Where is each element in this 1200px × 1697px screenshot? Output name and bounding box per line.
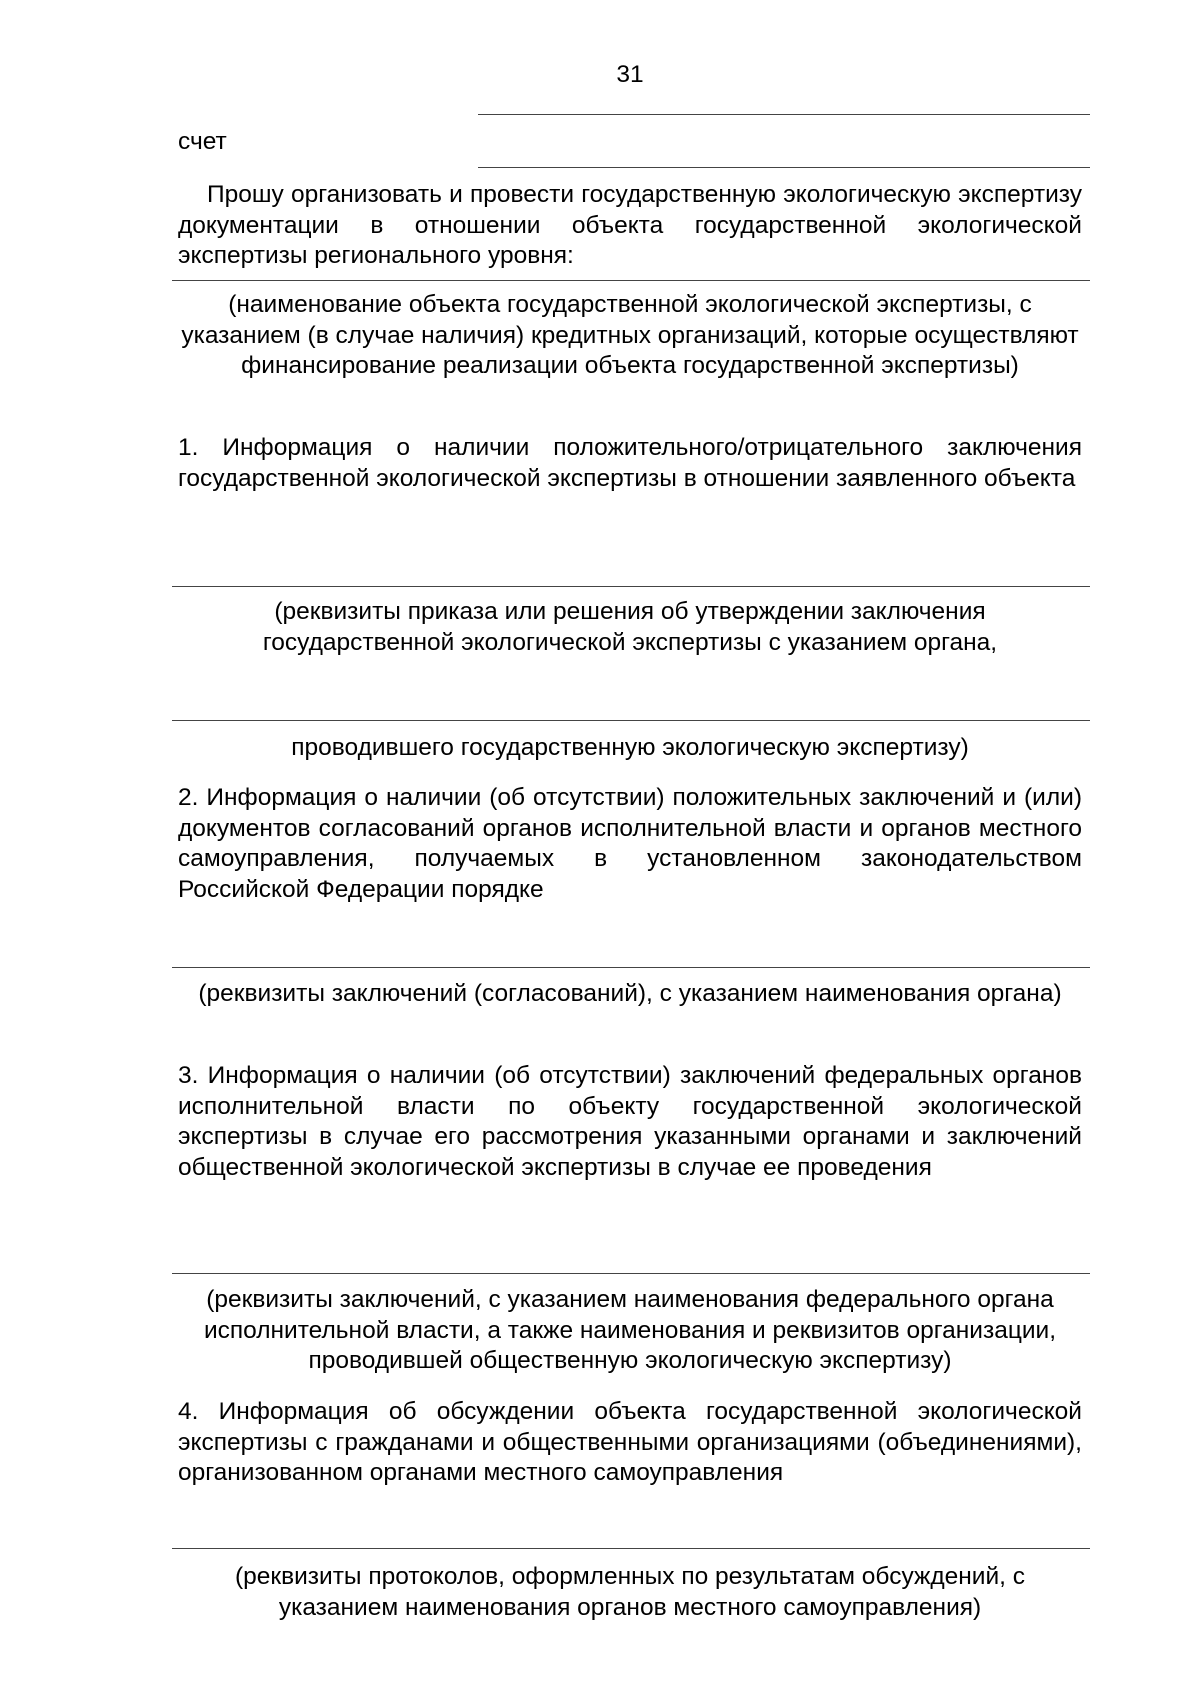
object-name-field-line[interactable] — [172, 280, 1090, 281]
item-2-field-line[interactable] — [172, 967, 1090, 968]
item-3-caption: (реквизиты заключений, с указанием наименования федерального органа исполнительной власти, а также наименования и реквизитов организации, проводившей общественную экологическую экспертизу) — [203, 1286, 1057, 1374]
item-1-field-line-2[interactable] — [172, 720, 1090, 721]
item-3-text: 3. Информация о наличии (об отсутствии) заключений федеральных органов исполнительной власти по объекту государственной экологической экспертизы в случае его рассмотрения указанными органами и заключений общественной экологической экспертизы в случае ее проведения — [178, 1062, 1082, 1181]
schet-field-line[interactable] — [478, 167, 1090, 168]
object-name-caption: (наименование объекта государственной экологической экспертизы, с указанием (в случае наличия) кредитных организаций, которые осуществляют финансирование реализации объекта государственной экспертизы) — [181, 291, 1079, 379]
item-3-field-line[interactable] — [172, 1273, 1090, 1274]
item-1-field-line[interactable] — [172, 586, 1090, 587]
field-line-top — [478, 114, 1090, 115]
item-4-field-line[interactable] — [172, 1548, 1090, 1549]
schet-label: счет — [178, 128, 227, 155]
item-4-caption: (реквизиты протоколов, оформленных по результатам обсуждений, с указанием наименования органов местного самоуправления) — [234, 1563, 1026, 1621]
item-1-caption-part2: проводившего государственную экологическую экспертизу) — [291, 734, 969, 761]
item-2-text: 2. Информация о наличии (об отсутствии) положительных заключений и (или) документов согласований органов исполнительной власти и органов местного самоуправления, получаемых в установленном законодательством Российской Федерации порядке — [178, 784, 1082, 903]
item-1-caption-part1: (реквизиты приказа или решения об утверждении заключения государственной экологической экспертизы с указанием органа, — [262, 598, 998, 656]
item-2-caption: (реквизиты заключений (согласований), с указанием наименования органа) — [198, 980, 1062, 1007]
page-number: 31 — [616, 61, 644, 88]
item-1-text: 1. Информация о наличии положительного/отрицательного заключения государственной экологической экспертизы в отношении заявленного объекта — [178, 434, 1082, 492]
item-4-text: 4. Информация об обсуждении объекта государственной экологической экспертизы с гражданами и общественными организациями (объединениями), организованном органами местного самоуправления — [178, 1398, 1082, 1486]
request-paragraph: Прошу организовать и провести государственную экологическую экспертизу документации в отношении объекта государственной экологической экспертизы регионального уровня: — [178, 181, 1082, 269]
